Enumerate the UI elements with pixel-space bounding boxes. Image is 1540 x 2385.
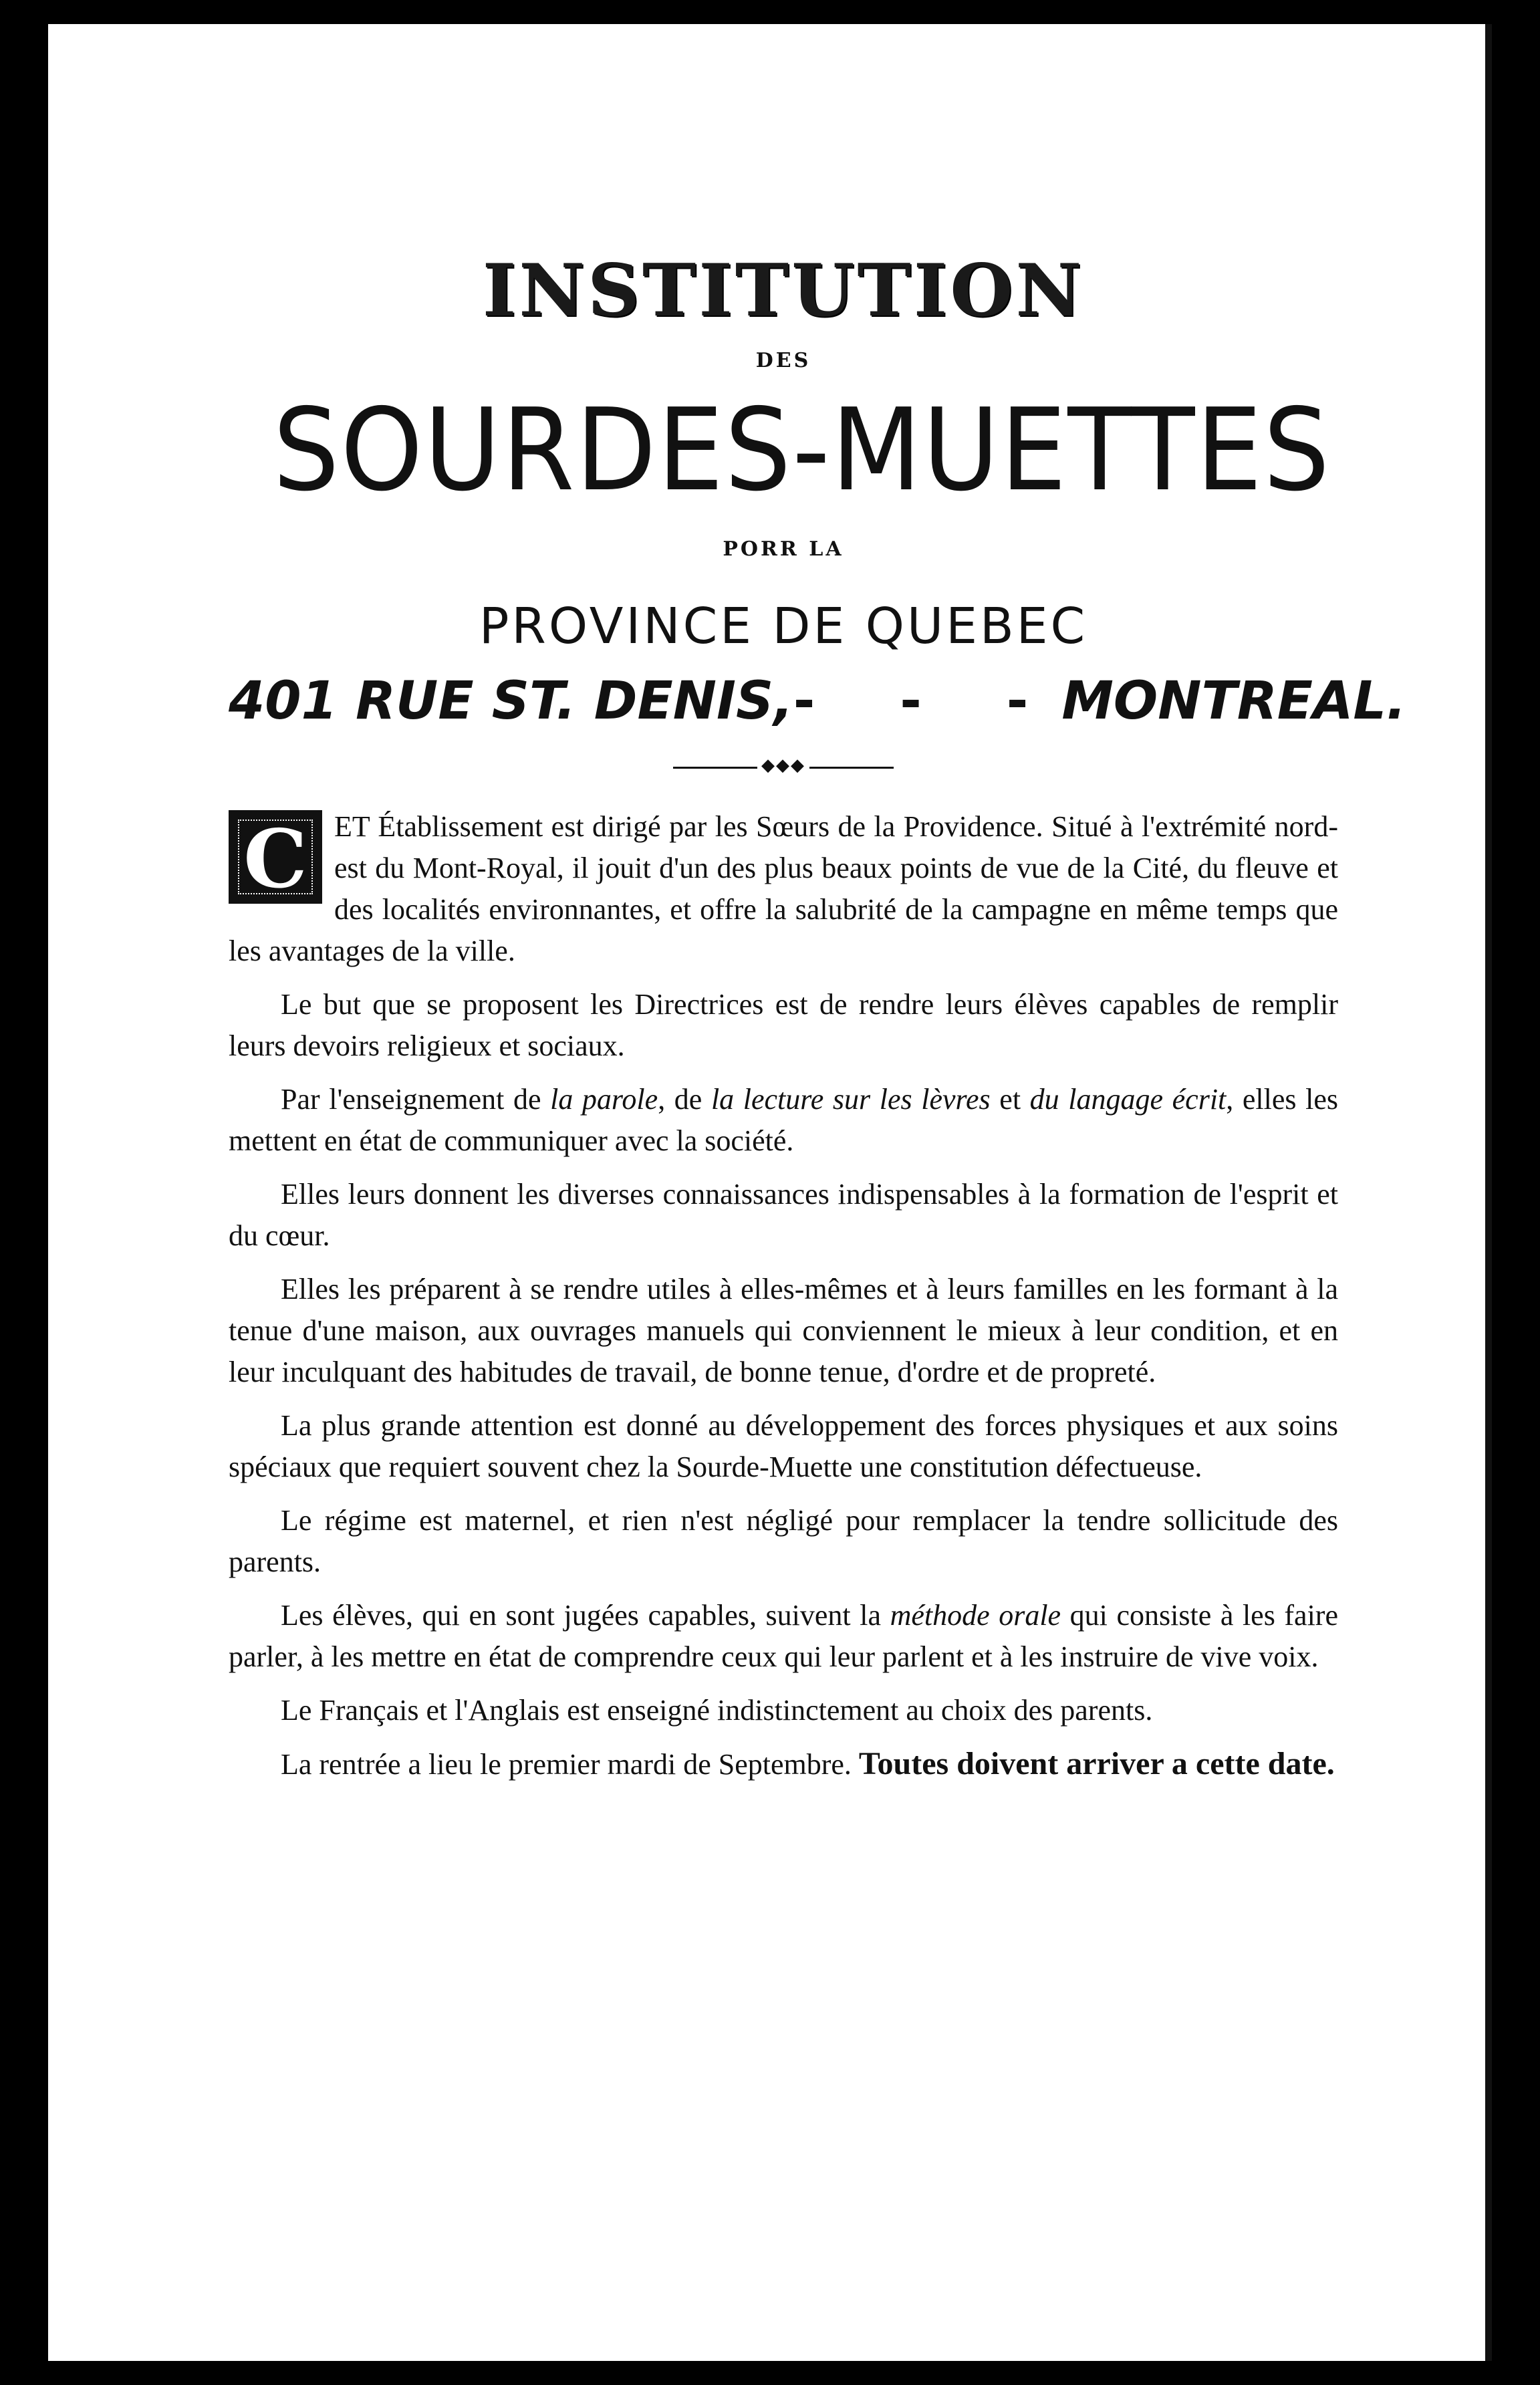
paragraph-segment: Par l'enseignement de [281, 1083, 551, 1116]
paragraph-segment: , elles les mettent en état de communiquer avec la société. [229, 1083, 1339, 1158]
italic-segment: la parole [550, 1083, 658, 1116]
paragraph-parole [229, 1079, 1338, 1162]
paragraph-attention: La plus grande attention est donné au développement des forces physiques et aux soins spéciaux que requiert souvent chez la Sourde-Muette une constitution défectueuse. [229, 1409, 1338, 1484]
diamond-ornament-icon: ◆◆◆ [757, 755, 809, 775]
paragraph-segment: Les élèves, qui en sont jugées capables, suivent la [281, 1599, 890, 1632]
address-street: 401 RUE ST. DENIS, [229, 670, 793, 731]
document-content [229, 249, 1406, 1797]
document-page [48, 24, 1492, 2361]
heading-province: PROVINCE DE QUEBEC [479, 598, 1088, 656]
paragraph-connaissances: Elles leurs donnent les diverses connaissances indispensables à la formation de l'esprit et du cœur. [229, 1178, 1338, 1253]
paragraph-methode [229, 1595, 1338, 1678]
italic-segment: du langage écrit [1029, 1083, 1227, 1116]
paragraph-rentree [229, 1743, 1338, 1785]
paragraph-segment: La rentrée a lieu le premier mardi de Septembre. [281, 1748, 859, 1781]
address-line [229, 670, 1406, 731]
ornament-divider [673, 755, 894, 776]
paragraph-segment: et [990, 1083, 1030, 1116]
address-city: MONTREAL. [1061, 670, 1406, 731]
paragraph-intro [229, 806, 1338, 972]
paragraph-text: ET Établissement est dirigé par les Sœurs de la Providence. Situé à l'extrémité nord-est du Mont-Royal, il jouit d'un des plus beaux points de vue de la Cité, du fleuve et des localités environnantes, et offre la salubrité de la campagne en même temps que les avantages de la ville. [229, 810, 1338, 968]
body-text [229, 806, 1338, 1785]
paragraph-regime: Le régime est maternel, et rien n'est négligé pour remplacer la tendre sollicitude des parents. [229, 1504, 1338, 1579]
bold-segment: Toutes doivent arriver a cette date. [858, 1746, 1335, 1782]
paragraph-segment: , de [658, 1083, 711, 1116]
paragraph-but: Le but que se proposent les Directrices est de rendre leurs élèves capables de remplir leurs devoirs religieux et sociaux. [229, 988, 1338, 1063]
paragraph-langues: Le Français et l'Anglais est enseigné indistinctement au choix des parents. [281, 1694, 1153, 1727]
heading-institution: INSTITUTION [482, 249, 1085, 333]
paragraph-preparent: Elles les préparent à se rendre utiles à elles-mêmes et à leurs familles en les formant à la tenue d'une maison, aux ouvrages manuels qui conviennent le mieux à leur condition, et en leur inculquant des habitudes de travail, de bonne tenue, d'ordre et de propreté. [229, 1273, 1338, 1389]
dropcap-letter: C [229, 810, 322, 904]
heading-sourdes-muettes: SOURDES-MUETTES [273, 384, 1331, 517]
heading-des: DES [755, 348, 811, 372]
heading-pour-la: PORR LA [723, 537, 844, 561]
paragraph-segment: qui consiste à les faire parler, à les mettre en état de comprendre ceux qui leur parlent et à les instruire de vive voix. [229, 1599, 1338, 1674]
italic-segment: méthode orale [890, 1599, 1061, 1632]
italic-segment: la lecture sur les lèvres [711, 1083, 991, 1116]
address-dashes: - - - [793, 670, 1062, 731]
